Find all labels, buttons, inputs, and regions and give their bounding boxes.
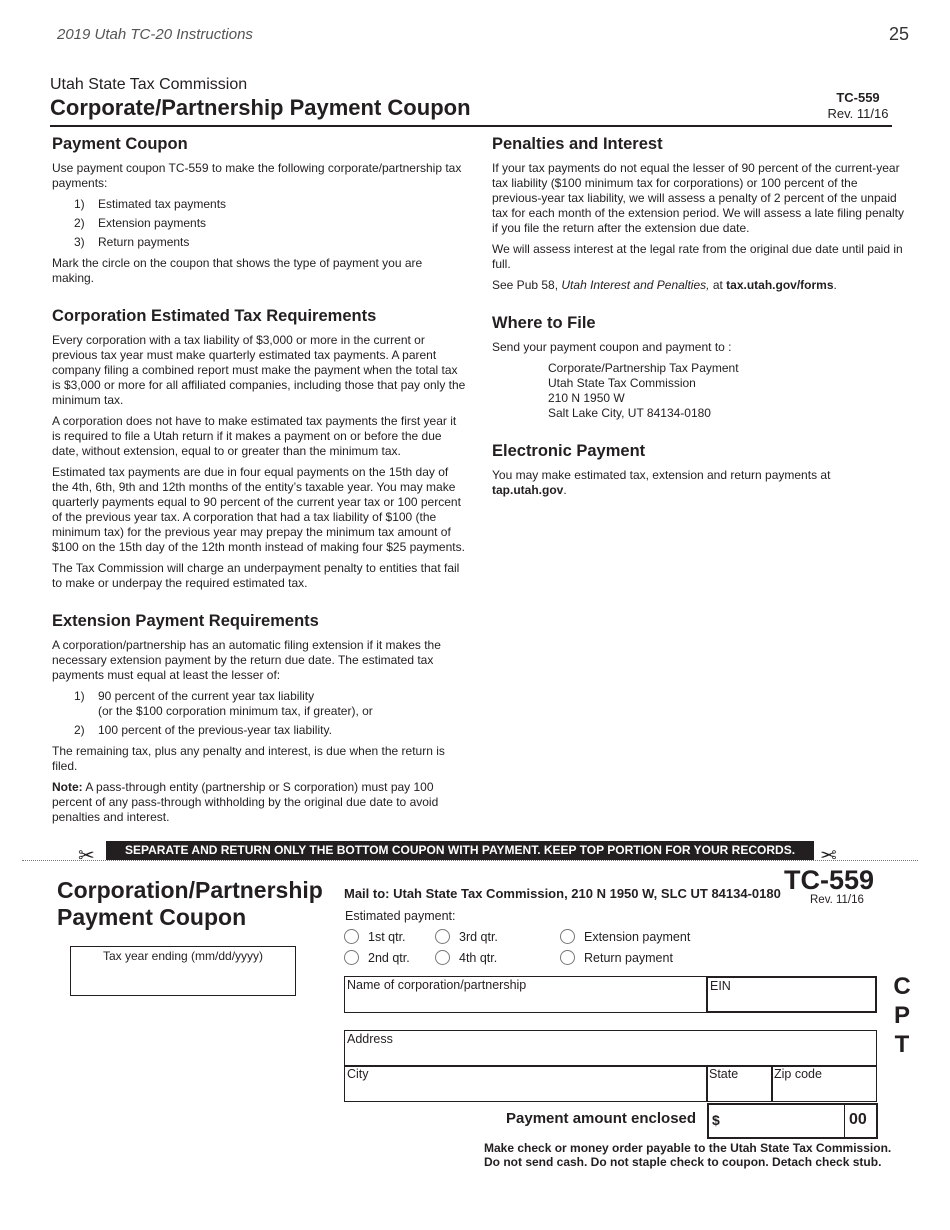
paragraph: Use payment coupon TC-559 to make the following corporate/partnership tax payments: [52,161,462,190]
section-heading: Corporation Estimated Tax Requirements [52,307,377,325]
tax-year-field[interactable] [70,946,296,996]
page-number: 25 [889,24,910,44]
scissors-icon: ✂ [820,845,837,867]
list-text: Estimated tax payments [98,197,227,211]
radio-label: Return payment [584,950,673,965]
radio-label: 2nd qtr. [368,950,410,965]
address-line: Corporate/Partnership Tax Payment [548,361,739,375]
zip-field[interactable] [771,1065,877,1102]
radio-circle[interactable] [560,950,575,965]
pub-title: Utah Interest and Penalties, [561,278,710,292]
instruction-line: Make check or money order payable to the Utah State Tax Commission. [484,1141,892,1155]
coupon-form-id: TC-559 [784,865,875,895]
agency-name: Utah State Tax Commission [50,76,248,93]
form-id: TC-559 [836,90,880,105]
forms-link[interactable]: tax.utah.gov/forms [726,278,834,292]
text: . [563,483,567,497]
radio-3rd-qtr[interactable] [435,929,498,944]
list-text: Return payments [98,235,190,249]
address-line: Utah State Tax Commission [548,376,696,390]
paragraph: A corporation/partnership has an automatic filing extension if it makes the necessary extension payment by the return due date. The estimated tax payments must equal at least the lesser of: [52,638,441,682]
paragraph: Every corporation with a tax liability of $3,000 or more in the current or previous tax year must make quarterly estimated tax payments. A parent company filing a combined report must make the payment when the total tax is $3,000 or more for all affiliated companies, including those that pay only the minimum tax. [52,333,466,407]
mailing-address [548,361,906,421]
cpt-letter: C [893,973,911,1000]
paragraph: Estimated tax payments are due in four equal payments on the 15th day of the 4th, 6th, 9th and 12th months of the entity’s taxable year. You may make quarterly payments equal to 90 percent of the current year tax or 100 percent of the previous year tax. A corporation that had a tax liability of $100 (the minimum tax) for the previous year may prepay the minimum tax amount of $100 on the 15th day of the 12th month instead of making four $25 payments. [52,465,465,554]
paragraph [492,278,906,293]
detach-line [22,860,918,861]
left-column [52,134,466,845]
list-number: 3) [74,235,85,249]
list-number: 1) [74,197,85,211]
text: You may make estimated tax, extension and return payments at [492,468,831,482]
list-item [52,723,466,738]
paragraph: Send your payment coupon and payment to : [492,340,732,354]
radio-label: 4th qtr. [459,950,498,965]
radio-return-payment[interactable] [560,950,673,965]
separator-banner: SEPARATE AND RETURN ONLY THE BOTTOM COUPON WITH PAYMENT. KEEP TOP PORTION FOR YOUR RECORDS. [106,841,814,860]
coupon-title [57,877,323,931]
coupon-revision: Rev. 11/16 [810,894,864,906]
payment-coupon-section [52,134,466,286]
extension-section [52,611,466,825]
section-heading: Electronic Payment [492,442,646,460]
tap-link[interactable]: tap.utah.gov [492,483,564,497]
where-to-file-section [492,313,906,421]
radio-circle[interactable] [560,929,575,944]
list-text-line: (or the $100 corporation minimum tax, if greater), or [98,704,373,718]
estimated-payment-label: Estimated payment: [345,909,456,923]
estimated-tax-section [52,306,466,591]
address-line: Salt Lake City, UT 84134-0180 [548,406,711,420]
cpt-letter: P [893,1002,910,1029]
field-label: City [347,1067,369,1081]
radio-1st-qtr[interactable] [344,929,406,944]
note-text: A pass-through entity (partnership or S corporation) must pay 100 percent of any pass-through withholding by the original due date to avoid penalties and interest. [52,780,439,824]
section-heading: Extension Payment Requirements [52,612,319,630]
list-number: 2) [74,723,85,737]
paragraph: If your tax payments do not equal the lesser of 90 percent of the current-year tax liability ($100 minimum tax for corporations) or 100 percent of the previous-year tax liability, we will assess a penalty of 2 percent of the unpaid tax for each month of the extension period. We will assess a late filing penalty if you file the return after the extension due date. [492,161,905,235]
radio-circle[interactable] [435,950,450,965]
cents-divider [844,1105,845,1137]
payment-amount-label: Payment amount enclosed [506,1110,697,1127]
extension-list [52,689,466,738]
field-label: State [709,1067,739,1081]
list-number: 1) [74,689,85,703]
field-label: Address [347,1032,393,1046]
title-rule [50,125,892,127]
form-revision: Rev. 11/16 [827,106,889,121]
address-line: 210 N 1950 W [548,391,625,405]
radio-2nd-qtr[interactable] [344,950,410,965]
page-title: Corporate/Partnership Payment Coupon [50,95,471,120]
paragraph: The remaining tax, plus any penalty and interest, is due when the return is filed. [52,744,445,773]
instruction-line: Do not send cash. Do not staple check to coupon. Detach check stub. [484,1155,882,1169]
section-heading: Where to File [492,314,596,332]
field-label: EIN [710,979,731,993]
note-paragraph [52,780,466,825]
paragraph: We will assess interest at the legal rate from the original due date until paid in full. [492,242,903,271]
list-number: 2) [74,216,85,230]
paragraph: Mark the circle on the coupon that shows the type of payment you are making. [52,256,423,285]
city-field[interactable] [344,1065,708,1102]
form-id-block [826,90,890,122]
list-item [52,235,466,250]
cpt-letter: T [894,1031,910,1058]
dollar-sign: $ [712,1112,720,1128]
radio-label: 1st qtr. [368,929,406,944]
payment-type-list [52,197,466,250]
radio-4th-qtr[interactable] [435,950,497,965]
radio-circle[interactable] [344,929,359,944]
field-label: Name of corporation/partnership [347,978,527,992]
electronic-payment-section [492,441,906,498]
text: at [709,278,727,292]
list-item [52,689,466,719]
right-column [492,134,906,518]
radio-circle[interactable] [435,929,450,944]
radio-label: 3rd qtr. [459,929,498,944]
paragraph [492,468,906,498]
list-text: 100 percent of the previous-year tax liability. [98,723,332,737]
mail-to: Mail to: Utah State Tax Commission, 210 N 1950 W, SLC UT 84134-0180 [344,886,781,901]
radio-label: Extension payment [584,929,691,944]
section-heading: Penalties and Interest [492,135,663,153]
text: See Pub 58, [492,278,562,292]
payment-instructions [484,1141,891,1169]
document-header-title: 2019 Utah TC-20 Instructions [57,26,253,43]
penalties-section [492,134,906,293]
list-text-line: 90 percent of the current year tax liability [98,689,315,703]
list-item [52,197,466,212]
payment-amount-field[interactable] [707,1103,878,1139]
state-field[interactable] [706,1065,773,1102]
coupon-title-line: Payment Coupon [57,904,247,930]
cents-value: 00 [849,1111,867,1128]
coupon-title-line: Corporation/Partnership [57,877,323,903]
radio-extension-payment[interactable] [560,929,690,944]
radio-circle[interactable] [344,950,359,965]
text: . [833,278,837,292]
section-heading: Payment Coupon [52,135,188,153]
tax-year-label: Tax year ending (mm/dd/yyyy) [102,949,264,963]
list-item [52,216,466,231]
scissors-icon: ✂ [78,845,95,867]
paragraph: A corporation does not have to make estimated tax payments the first year it is required to file a Utah return if it makes a payment on or before the due date, without extension, equal to or greater than the minimum tax. [52,414,457,458]
list-text: Extension payments [98,216,207,230]
paragraph: The Tax Commission will charge an underpayment penalty to entities that fail to make or underpay the required estimated tax. [52,561,460,590]
list-text [98,689,373,719]
address-field[interactable] [344,1030,877,1067]
name-field[interactable] [344,976,708,1013]
field-label: Zip code [774,1067,822,1081]
ein-field[interactable] [706,976,877,1013]
cpt-code [890,972,914,1059]
note-label: Note: [52,780,83,794]
